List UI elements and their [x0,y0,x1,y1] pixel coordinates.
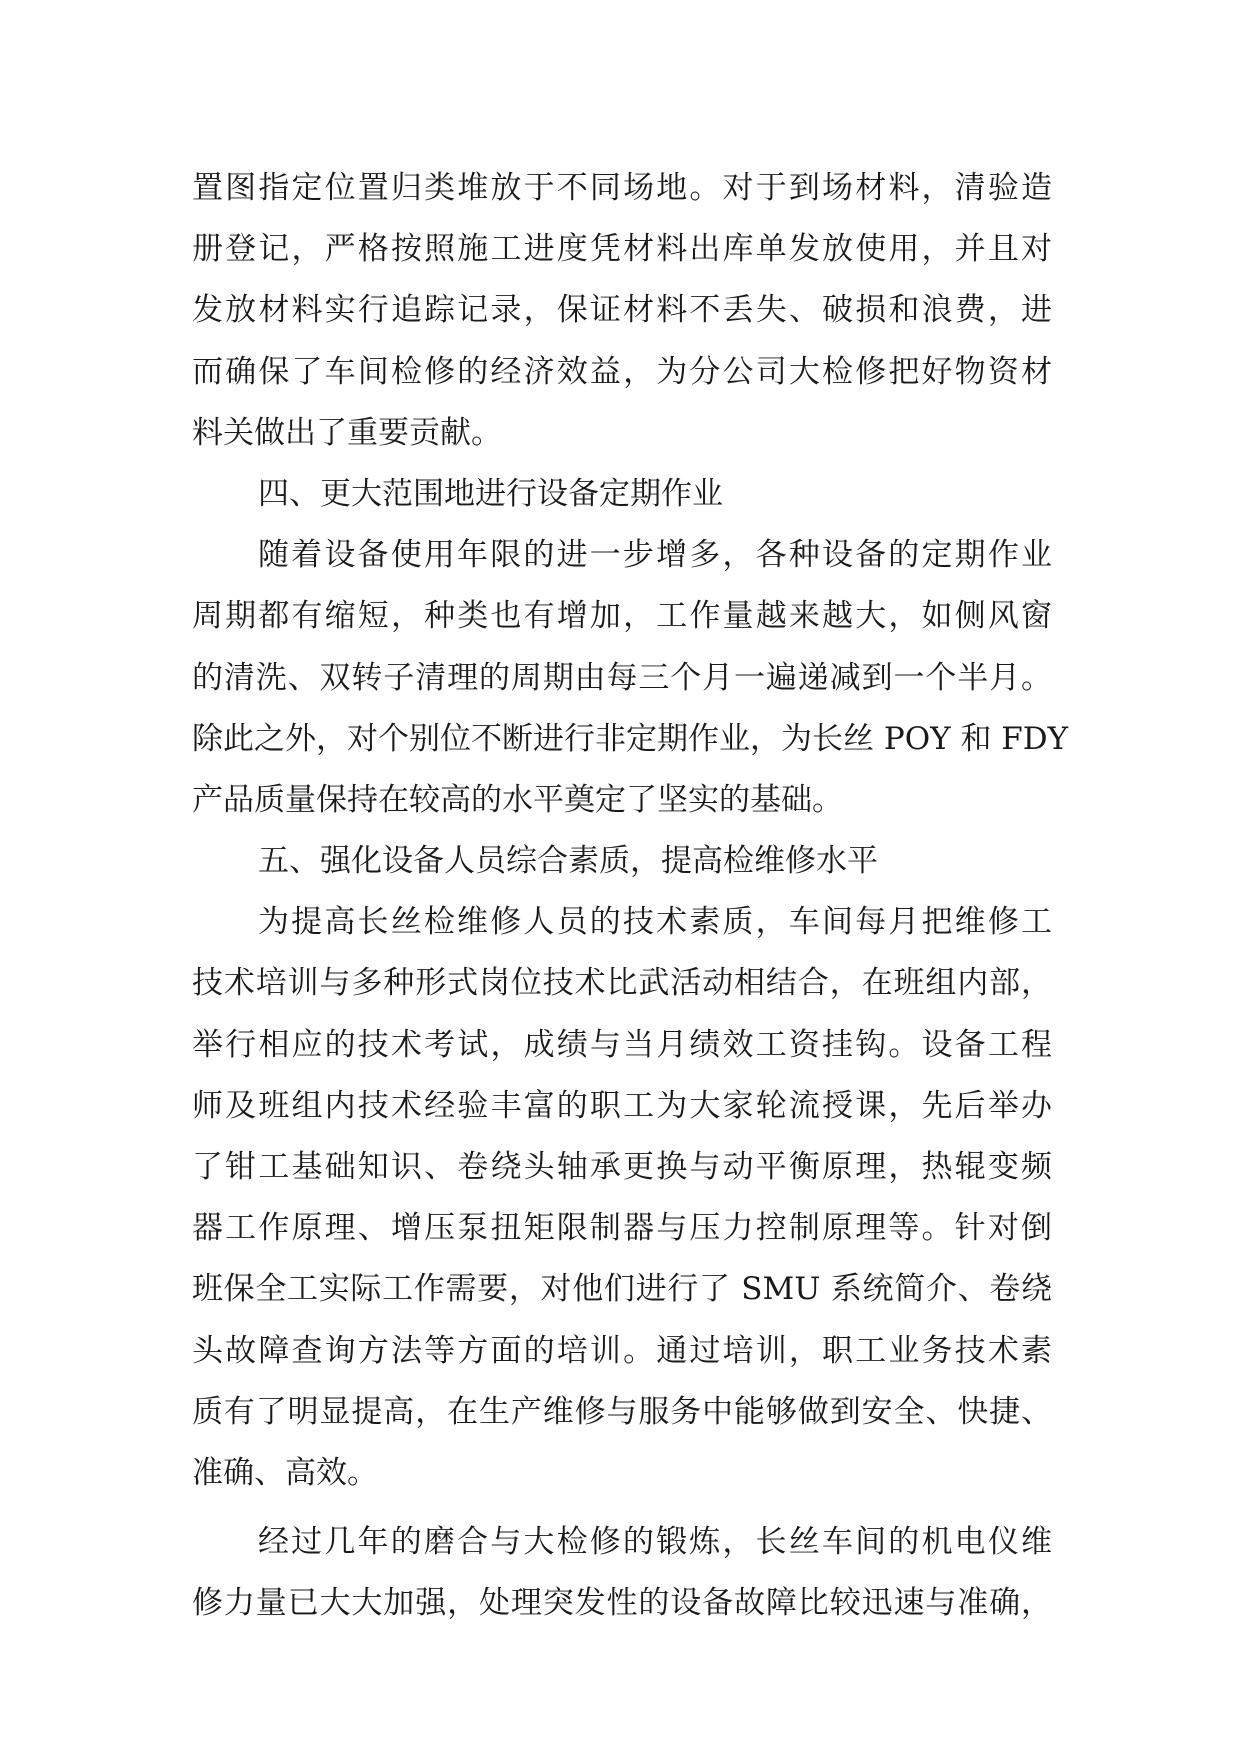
text-line: 举行相应的技术考试，成绩与当月绩效工资挂钩。设备工程 [192,1026,1052,1063]
paragraph-training [192,892,1052,1504]
text-line: 而确保了车间检修的经济效益，为分公司大检修把好物资材 [192,353,1052,390]
section-heading-5 [192,831,1052,892]
paragraph-materials [192,158,1052,464]
text-line: 料关做出了重要贡献。 [192,414,502,451]
text-line: 置图指定位置归类堆放于不同场地。对于到场材料，清验造 [192,170,1052,206]
section-heading-4 [192,464,1052,525]
text-line: 器工作原理、增压泵扭矩限制器与压力控制原理等。针对倒 [192,1210,1052,1247]
text-line: 修力量已大大加强，处理突发性的设备故障比较迅速与准确， [192,1585,1052,1622]
text-line: 产品质量保持在较高的水平奠定了坚实的基础。 [192,781,843,818]
text-line: 周期都有缩短，种类也有增加，工作量越来越大，如侧风窗 [192,598,1052,635]
text-line: 准确、高效。 [192,1454,378,1491]
text-line: 经过几年的磨合与大检修的锻炼，长丝车间的机电仪维 [258,1524,1052,1561]
text-line: 班保全工实际工作需要，对他们进行了 SMU 系统简介、卷绕 [192,1271,1052,1308]
text-line: 师及班组内技术经验丰富的职工为大家轮流授课，先后举办 [192,1087,1052,1124]
paragraph-summary [192,1512,1052,1634]
text-line: 发放材料实行追踪记录，保证材料不丢失、破损和浪费，进 [192,292,1052,329]
heading-text: 四、更大范围地进行设备定期作业 [258,475,723,512]
text-line: 的清洗、双转子清理的周期由每三个月一遍递减到一个半月。 [192,659,1052,696]
heading-text: 五、强化设备人员综合素质，提高检维修水平 [258,843,878,880]
text-line: 册登记，严格按照施工进度凭材料出库单发放使用，并且对 [192,231,1052,268]
text-line: 为提高长丝检维修人员的技术素质，车间每月把维修工 [258,904,1052,941]
text-line: 了钳工基础知识、卷绕头轴承更换与动平衡原理，热辊变频 [192,1149,1052,1185]
text-line: 除此之外，对个别位不断进行非定期作业，为长丝 POY 和 FDY [192,720,1069,757]
text-line: 质有了明显提高，在生产维修与服务中能够做到安全、快捷、 [192,1393,1052,1430]
text-line: 技术培训与多种形式岗位技术比武活动相结合，在班组内部， [192,965,1052,1002]
document-body [192,158,1069,1635]
paragraph-periodic-work [192,525,1069,831]
text-line: 随着设备使用年限的进一步增多，各种设备的定期作业 [258,537,1052,574]
text-line: 头故障查询方法等方面的培训。通过培训，职工业务技术素 [192,1332,1052,1369]
